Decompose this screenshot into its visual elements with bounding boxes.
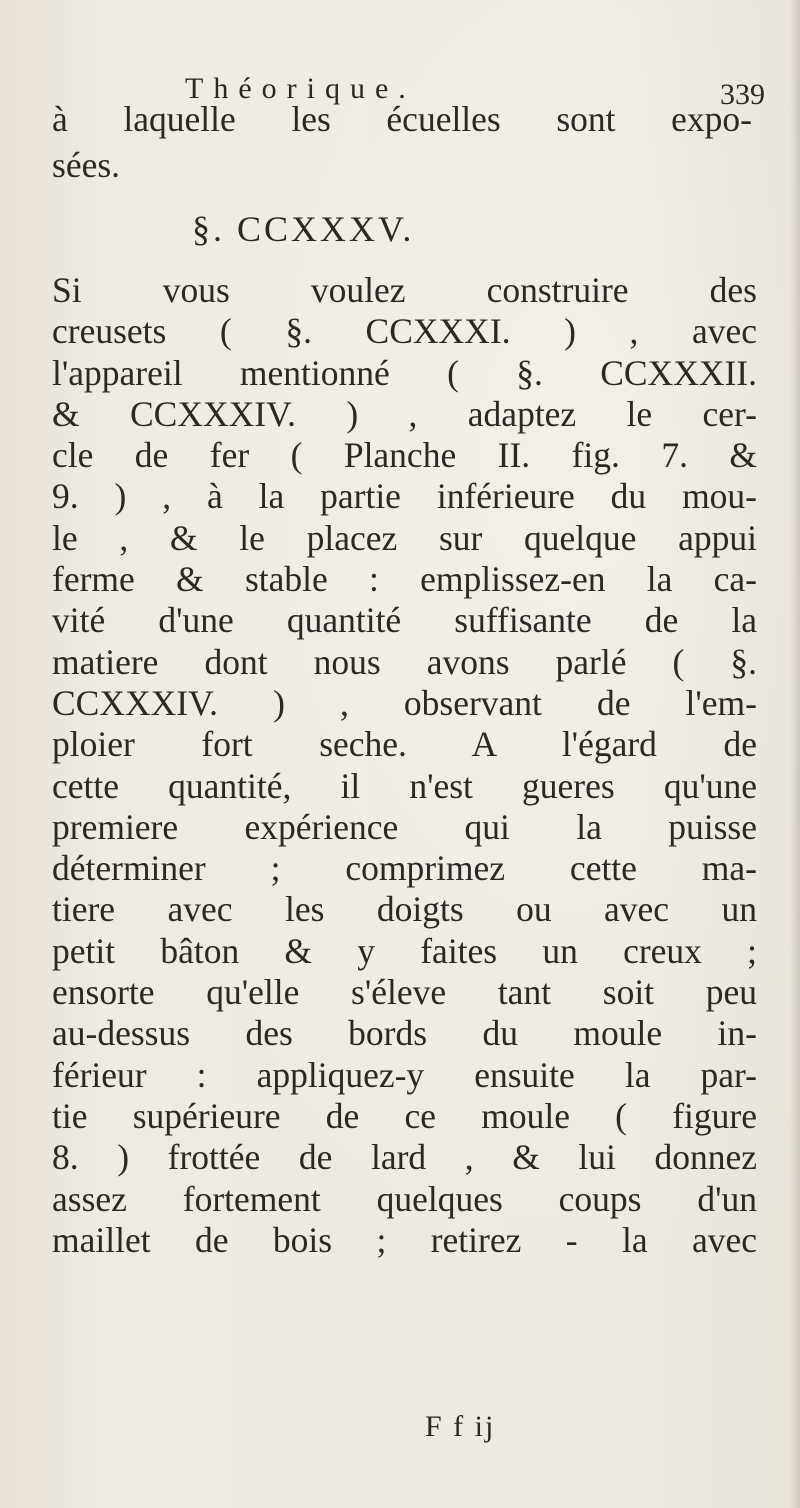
text-line: matiere dont nous avons parlé ( §.: [52, 641, 757, 682]
text-line: au-dessus des bords du moule in-: [52, 1013, 757, 1054]
text-line: cette quantité, il n'est gueres qu'une: [52, 765, 757, 806]
text-line: sées.: [52, 145, 121, 185]
text-line: férieur : appliquez-y ensuite la par-: [52, 1054, 757, 1095]
section-heading: §. CCXXXV.: [192, 209, 415, 249]
text-line: CCXXXIV. ) , observant de l'em-: [52, 682, 757, 723]
text-line: premiere expérience qui la puisse: [52, 806, 757, 847]
text-line: maillet de bois ; retirez - la avec: [52, 1219, 757, 1260]
text-line: déterminer ; comprimez cette ma-: [52, 848, 757, 889]
text-line: ensorte qu'elle s'éleve tant soit peu: [52, 972, 757, 1013]
section-paragraph: [52, 270, 757, 1261]
page-number: 339: [720, 78, 765, 111]
text-line: vité d'une quantité suffisante de la: [52, 600, 757, 641]
text-line: ferme & stable : emplissez-en la ca-: [52, 559, 757, 600]
text-line: Si vous voulez construire des: [52, 270, 757, 310]
text-line: assez fortement quelques coups d'un: [52, 1178, 757, 1219]
text-line: & CCXXXIV. ) , adaptez le cer-: [52, 393, 757, 434]
text-line: tie supérieure de ce moule ( figure: [52, 1095, 757, 1136]
text-line: petit bâton & y faites un creux ;: [52, 930, 757, 971]
running-title: Théorique.: [185, 72, 416, 105]
text-line: à laquelle les écuelles sont expo-: [52, 99, 752, 139]
text-line: 9. ) , à la partie inférieure du mou-: [52, 476, 757, 517]
text-line: l'appareil mentionné ( §. CCXXXII.: [52, 352, 757, 393]
text-line: le , & le placez sur quelque appui: [52, 517, 757, 558]
text-line: 8. ) frottée de lard , & lui donnez: [52, 1137, 757, 1178]
intro-text: [52, 96, 752, 188]
text-line: cle de fer ( Planche II. fig. 7. &: [52, 435, 757, 476]
page-edge-shadow: [790, 0, 800, 1508]
text-line: creusets ( §. CCXXXI. ) , avec: [52, 311, 757, 352]
text-line: tiere avec les doigts ou avec un: [52, 889, 757, 930]
signature-mark: F f ij: [425, 1410, 496, 1443]
text-line: ploier fort seche. A l'égard de: [52, 724, 757, 765]
